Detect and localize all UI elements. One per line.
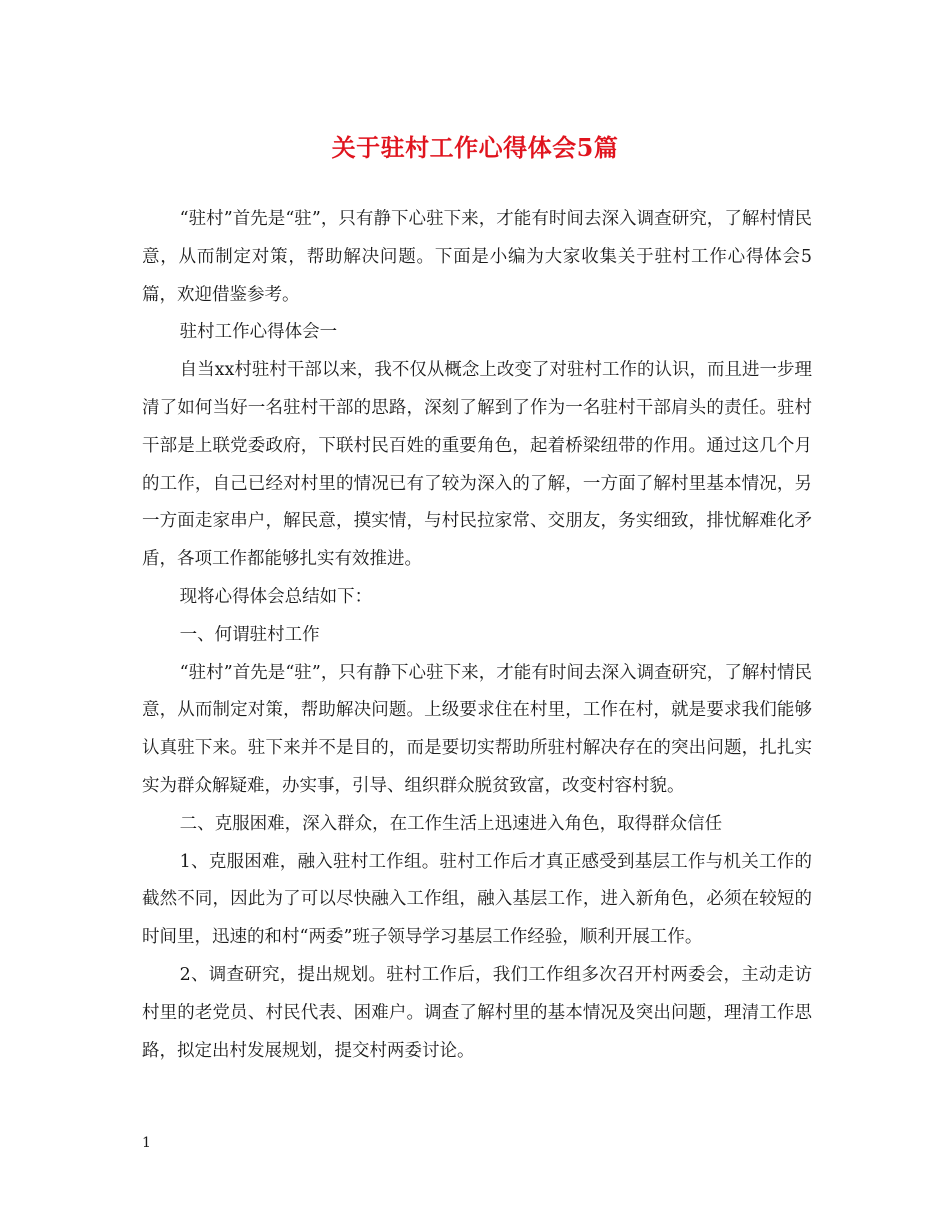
heading-what-is-village-work: 一、何谓驻村工作 — [179, 624, 320, 645]
paragraph-what-is-village-work: “驻村”首先是“驻”，只有静下心驻下来，才能有时间去深入调查研究，了解村情民意，从而制定对策，帮助解决问题。上级要求住在村里，工作在村，就是要求我们能够认真驻下来。驻下来并不是目的，而是要切实帮助所驻村解决存在的突出问题，扎扎实实为群众解疑难，办实事，引导、组织群众脱贫致富，改变村容村貌。 — [142, 662, 812, 796]
document-body — [142, 201, 812, 1070]
page-number: 1 — [142, 1135, 151, 1151]
paragraph-point-1: 1、克服困难，融入驻村工作组。驻村工作后才真正感受到基层工作与机关工作的截然不同，因此为了可以尽快融入工作组，融入基层工作，进入新角色，必须在较短的时间里，迅速的和村“两委”班子领导学习基层工作经验，顺利开展工作。 — [142, 851, 812, 948]
paragraph-intro: “驻村”首先是“驻”，只有静下心驻下来，才能有时间去深入调查研究，了解村情民意，从而制定对策，帮助解决问题。下面是小编为大家收集关于驻村工作心得体会5篇，欢迎借鉴参考。 — [142, 209, 812, 305]
paragraph-summary-lead: 现将心得体会总结如下： — [179, 586, 373, 607]
section-heading-part-one: 驻村工作心得体会一 — [179, 322, 338, 343]
heading-overcome-difficulties: 二、克服困难，深入群众，在工作生活上迅速进入角色，取得群众信任 — [179, 813, 723, 834]
paragraph-point-2: 2、调查研究，提出规划。驻村工作后，我们工作组多次召开村两委会，主动走访村里的老党员、村民代表、困难户。调查了解村里的基本情况及突出问题，理清工作思路，拟定出村发展规划，提交村两委讨论。 — [142, 964, 812, 1061]
document-title: 关于驻村工作心得体会5篇 — [331, 133, 619, 162]
paragraph-part-one-intro: 自当xx村驻村干部以来，我不仅从概念上改变了对驻村工作的认识，而且进一步理清了如何当好一名驻村干部的思路，深刻了解到了作为一名驻村干部肩头的责任。驻村干部是上联党委政府，下联村民百姓的重要角色，起着桥梁纽带的作用。通过这几个月的工作，自己已经对村里的情况已有了较为深入的了解，一方面了解村里基本情况，另一方面走家串户，解民意，摸实情，与村民拉家常、交朋友，务实细致，排忧解难化矛盾，各项工作都能够扎实有效推进。 — [142, 360, 812, 570]
